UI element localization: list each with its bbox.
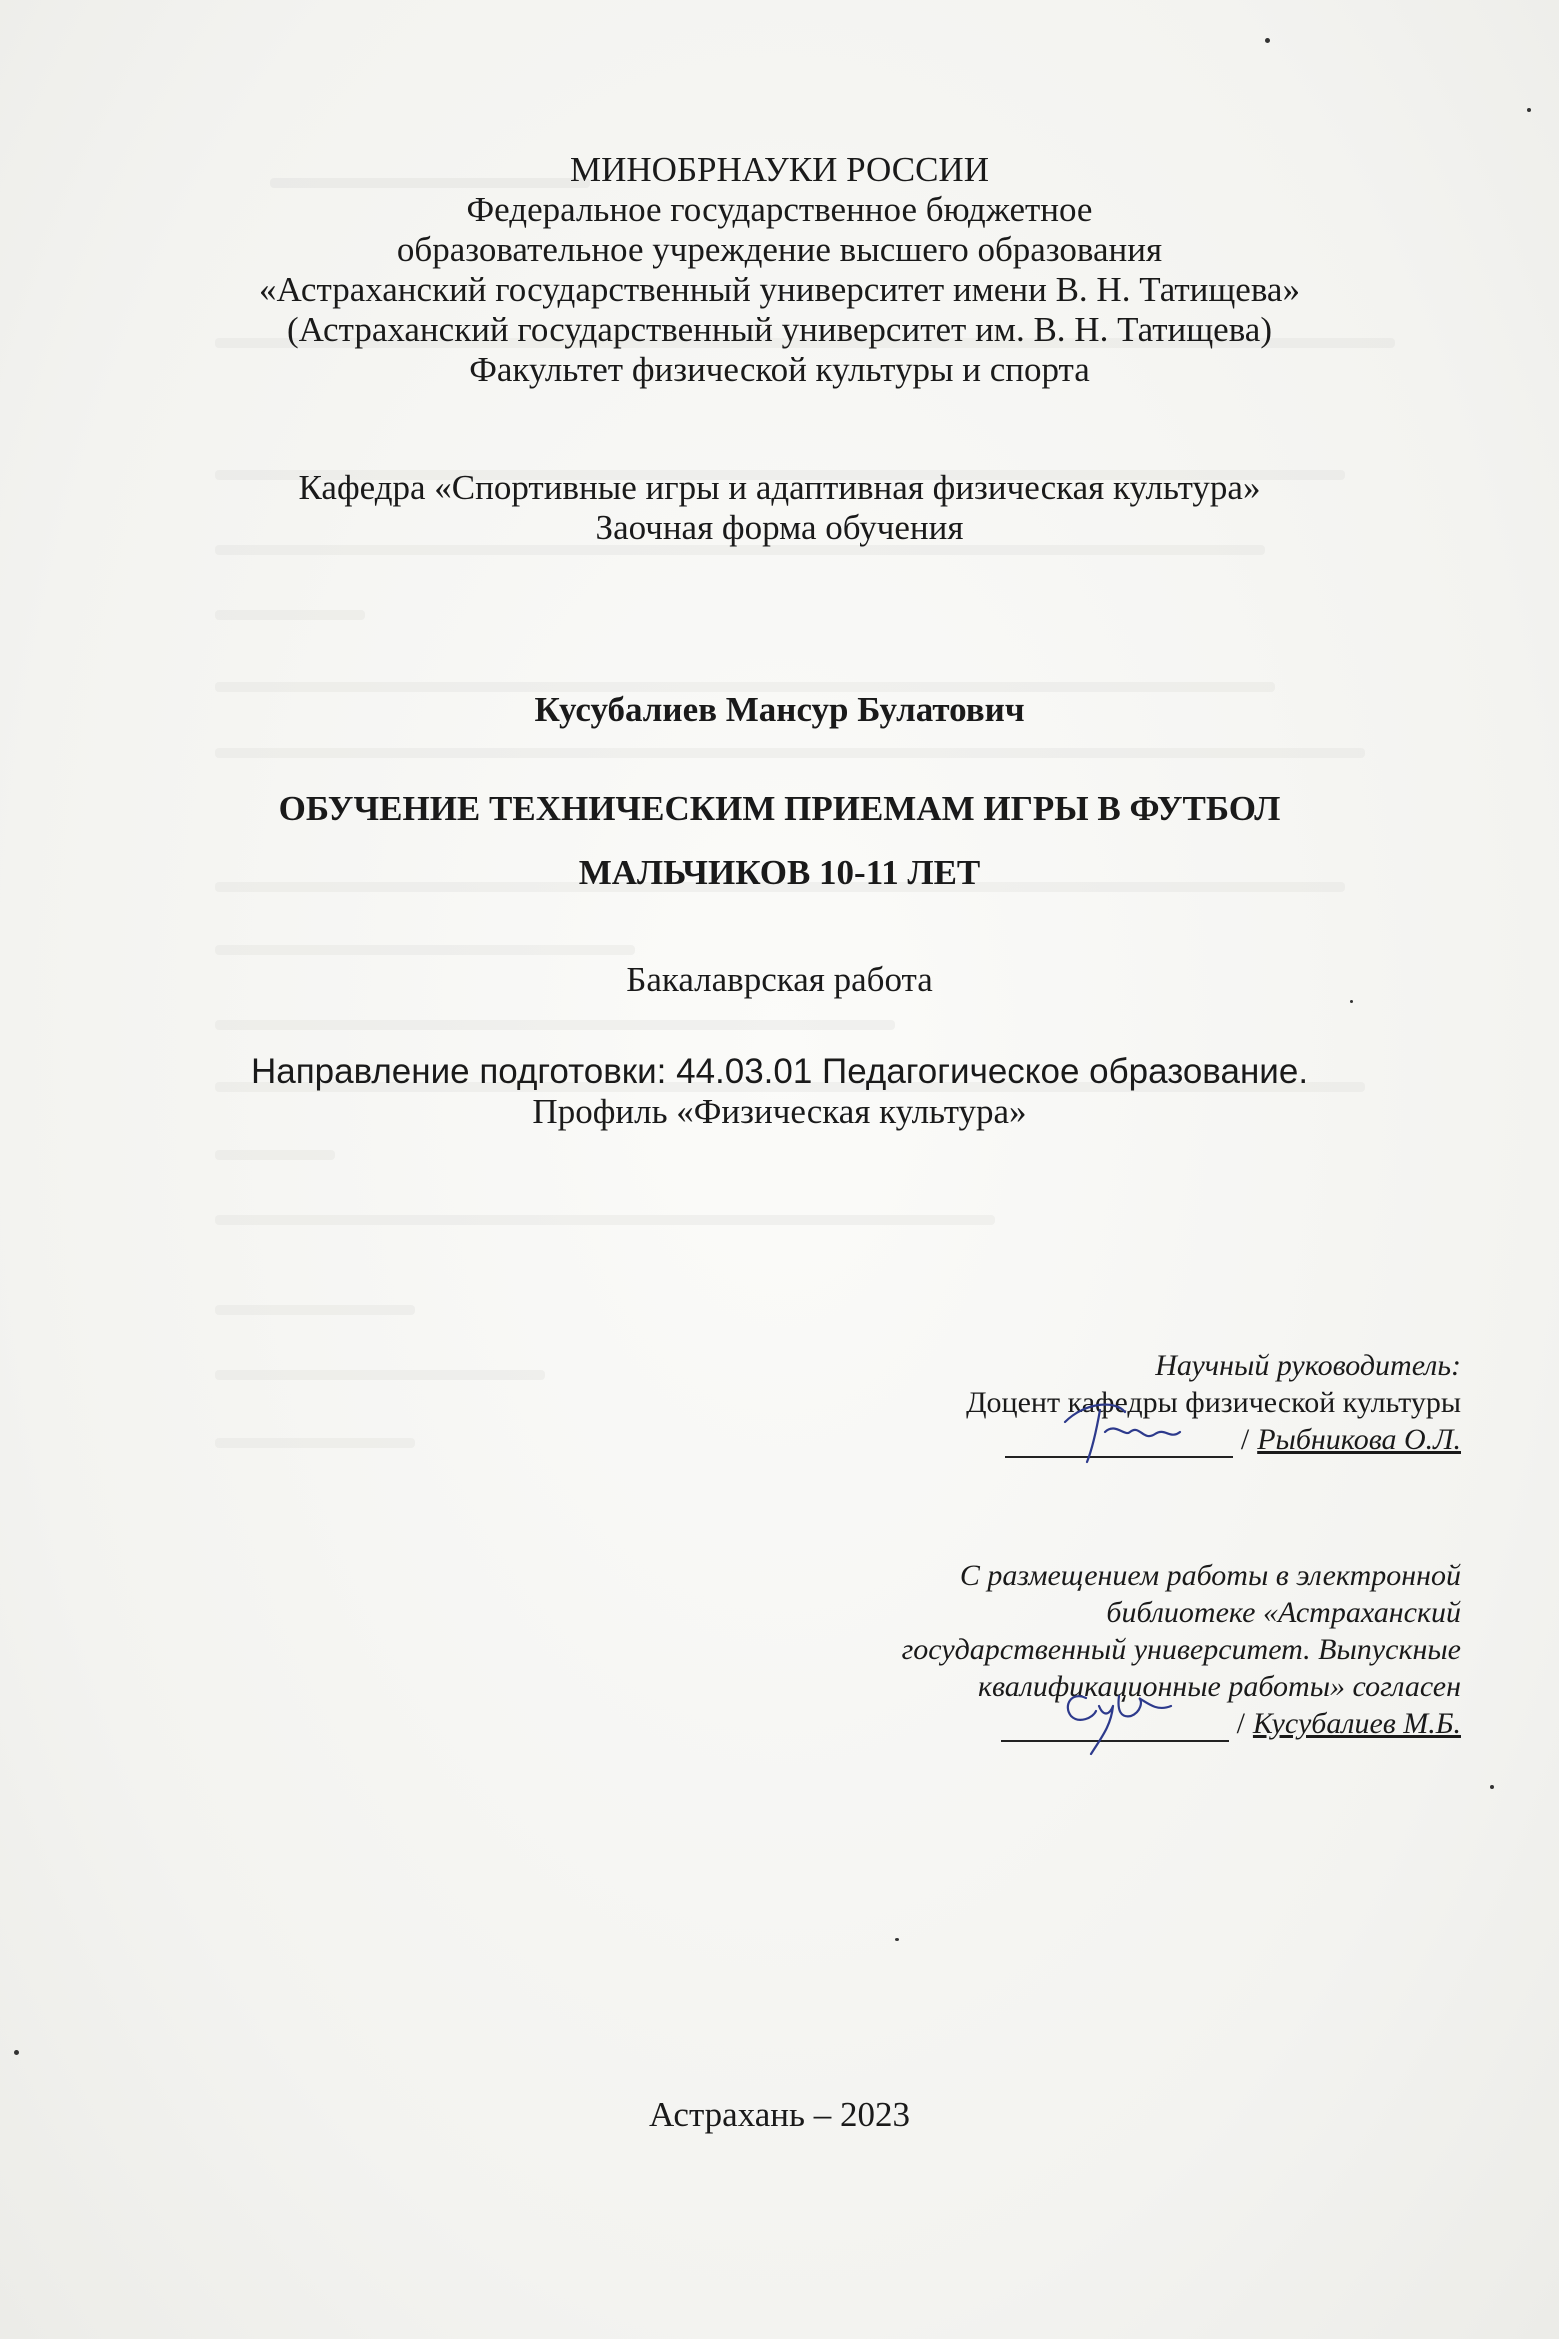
supervisor-label: Научный руководитель: xyxy=(1155,1349,1461,1382)
consent-line-4: квалификационные работы» согласен xyxy=(977,1670,1461,1703)
thesis-title-line-2: МАЛЬЧИКОВ 10-11 ЛЕТ xyxy=(578,853,981,892)
work-type-block xyxy=(0,960,1559,1000)
supervisor-name: Рыбникова О.Л. xyxy=(1257,1423,1461,1456)
consent-line-3: государственный университет. Выпускные xyxy=(901,1633,1461,1666)
supervisor-signature-field xyxy=(1005,1422,1233,1458)
student-signature-field xyxy=(1001,1706,1229,1742)
author-name: Кусубалиев Мансур Булатович xyxy=(534,690,1025,729)
scan-speck xyxy=(895,1938,899,1941)
student-signature-row xyxy=(902,1705,1461,1742)
direction-block xyxy=(0,1052,1559,1132)
student-signature-icon xyxy=(1001,1676,1229,1756)
student-separator: / xyxy=(1236,1707,1245,1740)
supervisor-signature-row xyxy=(966,1421,1461,1458)
scan-speck xyxy=(14,2050,19,2055)
ministry-name: МИНОБРНАУКИ РОССИИ xyxy=(570,150,989,189)
city-year: Астрахань – 2023 xyxy=(649,2095,910,2134)
header-block xyxy=(0,150,1559,390)
scan-speck xyxy=(1527,108,1531,112)
thesis-title-block xyxy=(0,777,1559,905)
thesis-title-line-1: ОБУЧЕНИЕ ТЕХНИЧЕСКИМ ПРИЕМАМ ИГРЫ В ФУТБОЛ xyxy=(278,789,1281,828)
study-direction: Направление подготовки: 44.03.01 Педагогическое образование. xyxy=(250,1052,1309,1091)
student-name: Кусубалиев М.Б. xyxy=(1252,1707,1461,1740)
work-type: Бакалаврская работа xyxy=(626,960,933,999)
study-profile: Профиль «Физическая культура» xyxy=(532,1092,1027,1131)
scan-speck xyxy=(1265,38,1270,43)
institution-line-1: Федеральное государственное бюджетное xyxy=(466,190,1093,229)
faculty-name: Факультет физической культуры и спорта xyxy=(469,350,1090,389)
scan-speck xyxy=(1490,1785,1494,1789)
university-short-name: (Астраханский государственный университет им. В. Н. Татищева) xyxy=(287,310,1272,349)
department-block xyxy=(0,468,1559,548)
department-name: Кафедра «Спортивные игры и адаптивная физическая культура» xyxy=(298,468,1261,507)
supervisor-position: Доцент кафедры физической культуры xyxy=(966,1386,1461,1419)
consent-block xyxy=(902,1557,1461,1742)
university-full-name: «Астраханский государственный университет имени В. Н. Татищева» xyxy=(259,270,1300,309)
study-form: Заочная форма обучения xyxy=(595,508,964,547)
institution-line-2: образовательное учреждение высшего образования xyxy=(396,230,1163,269)
supervisor-block xyxy=(966,1347,1461,1458)
supervisor-separator: / xyxy=(1240,1423,1250,1456)
consent-line-1: С размещением работы в электронной xyxy=(959,1559,1461,1592)
scan-speck xyxy=(1350,1000,1353,1003)
author-block xyxy=(0,690,1559,730)
footer-block xyxy=(0,2095,1559,2135)
consent-line-2: библиотеке «Астраханский xyxy=(1106,1596,1461,1629)
supervisor-signature-icon xyxy=(1005,1392,1233,1472)
